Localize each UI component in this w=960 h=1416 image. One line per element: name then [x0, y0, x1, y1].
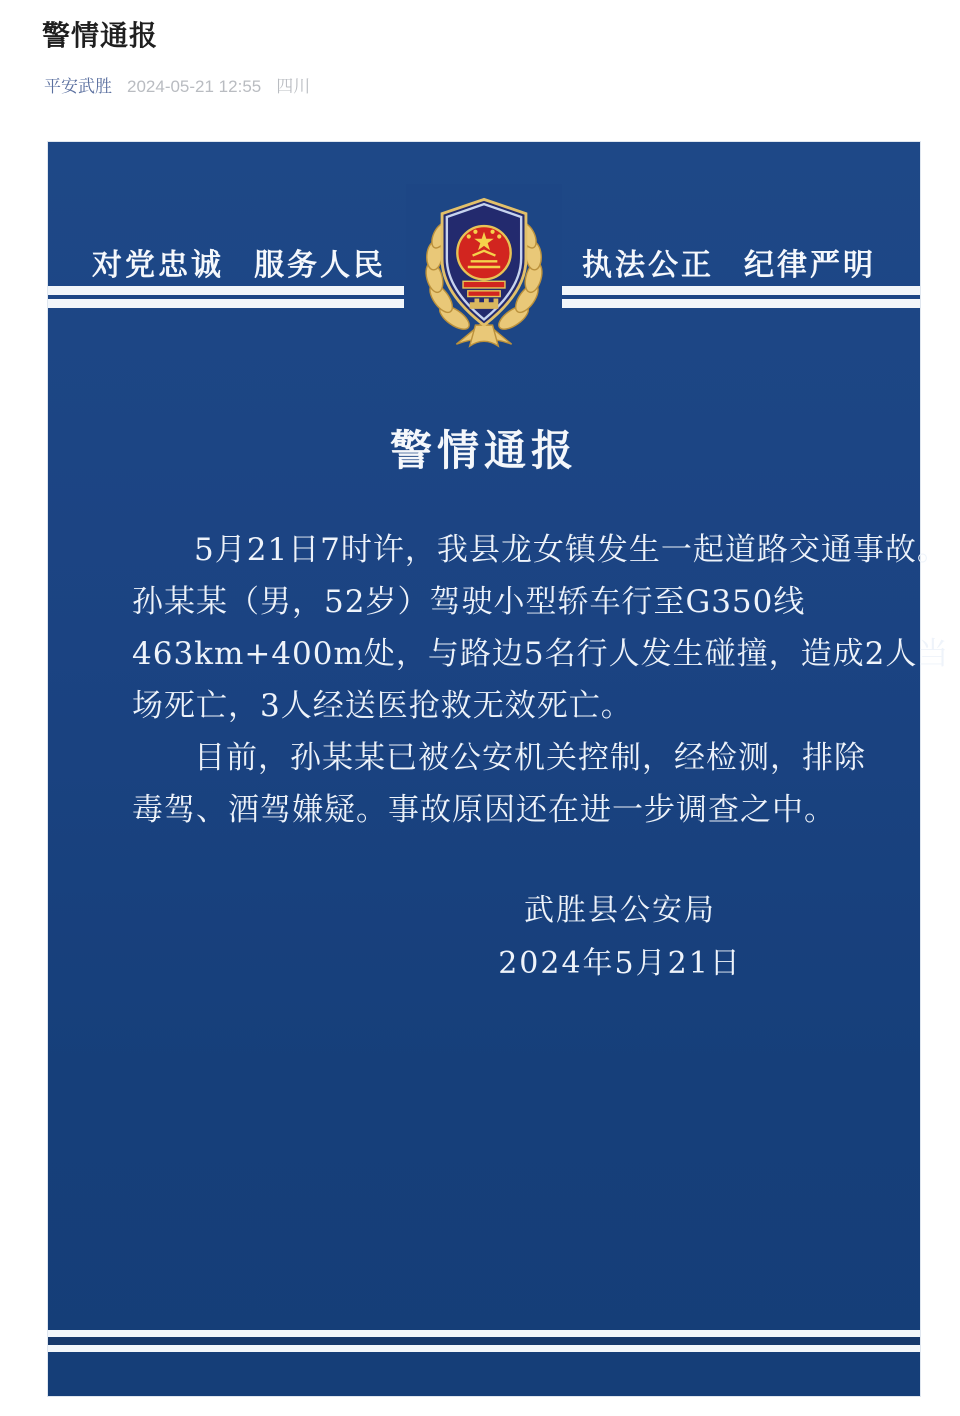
article-meta [44, 72, 310, 97]
banner-stripe [560, 299, 920, 308]
footer-stripe [48, 1345, 920, 1352]
notice-title: 警情通报 [389, 426, 578, 475]
notice-body-line: 毒驾、酒驾嫌疑。事故原因还在进一步调查之中。 [132, 792, 836, 828]
notice-body-line: 场死亡，3人经送医抢救无效死亡。 [132, 688, 633, 724]
signing-agency: 武胜县公安局 [524, 893, 716, 928]
banner-stripe [560, 286, 920, 295]
footer-dark-band [48, 1337, 920, 1345]
notice-body-line: 目前，孙某某已被公安机关控制，经检测，排除 [194, 740, 866, 776]
footer-stripe [48, 1330, 920, 1337]
slogan-loyalty: 对党忠诚 [92, 249, 224, 282]
police-badge-icon [406, 184, 562, 350]
slogan-group-left [92, 240, 386, 284]
slogan-fair-enforcement: 执法公正 [582, 249, 714, 282]
publish-timestamp: 2024-05-21 12:55 [127, 77, 262, 96]
notice-body-line: 463km+400m处，与路边5名行人发生碰撞，造成2人当 [132, 636, 950, 672]
banner-stripe [48, 286, 404, 295]
slogan-group-right [582, 240, 876, 284]
signing-date: 2024年5月21日 [498, 946, 742, 981]
publish-region: 四川 [276, 77, 311, 96]
notice-body [132, 524, 950, 836]
page-title: 警情通报 [42, 20, 159, 51]
author-link[interactable]: 平安武胜 [44, 77, 112, 96]
banner-stripe [48, 299, 404, 308]
slogan-strict-discipline: 纪律严明 [744, 249, 876, 282]
notice-signature [440, 884, 800, 990]
notice-body-line: 孙某某（男，52岁）驾驶小型轿车行至G350线 [132, 584, 806, 620]
notice-poster-image[interactable] [48, 142, 950, 1396]
slogan-serve-people: 服务人民 [254, 249, 386, 282]
notice-body-line: 5月21日7时许，我县龙女镇发生一起道路交通事故。 [194, 532, 949, 568]
